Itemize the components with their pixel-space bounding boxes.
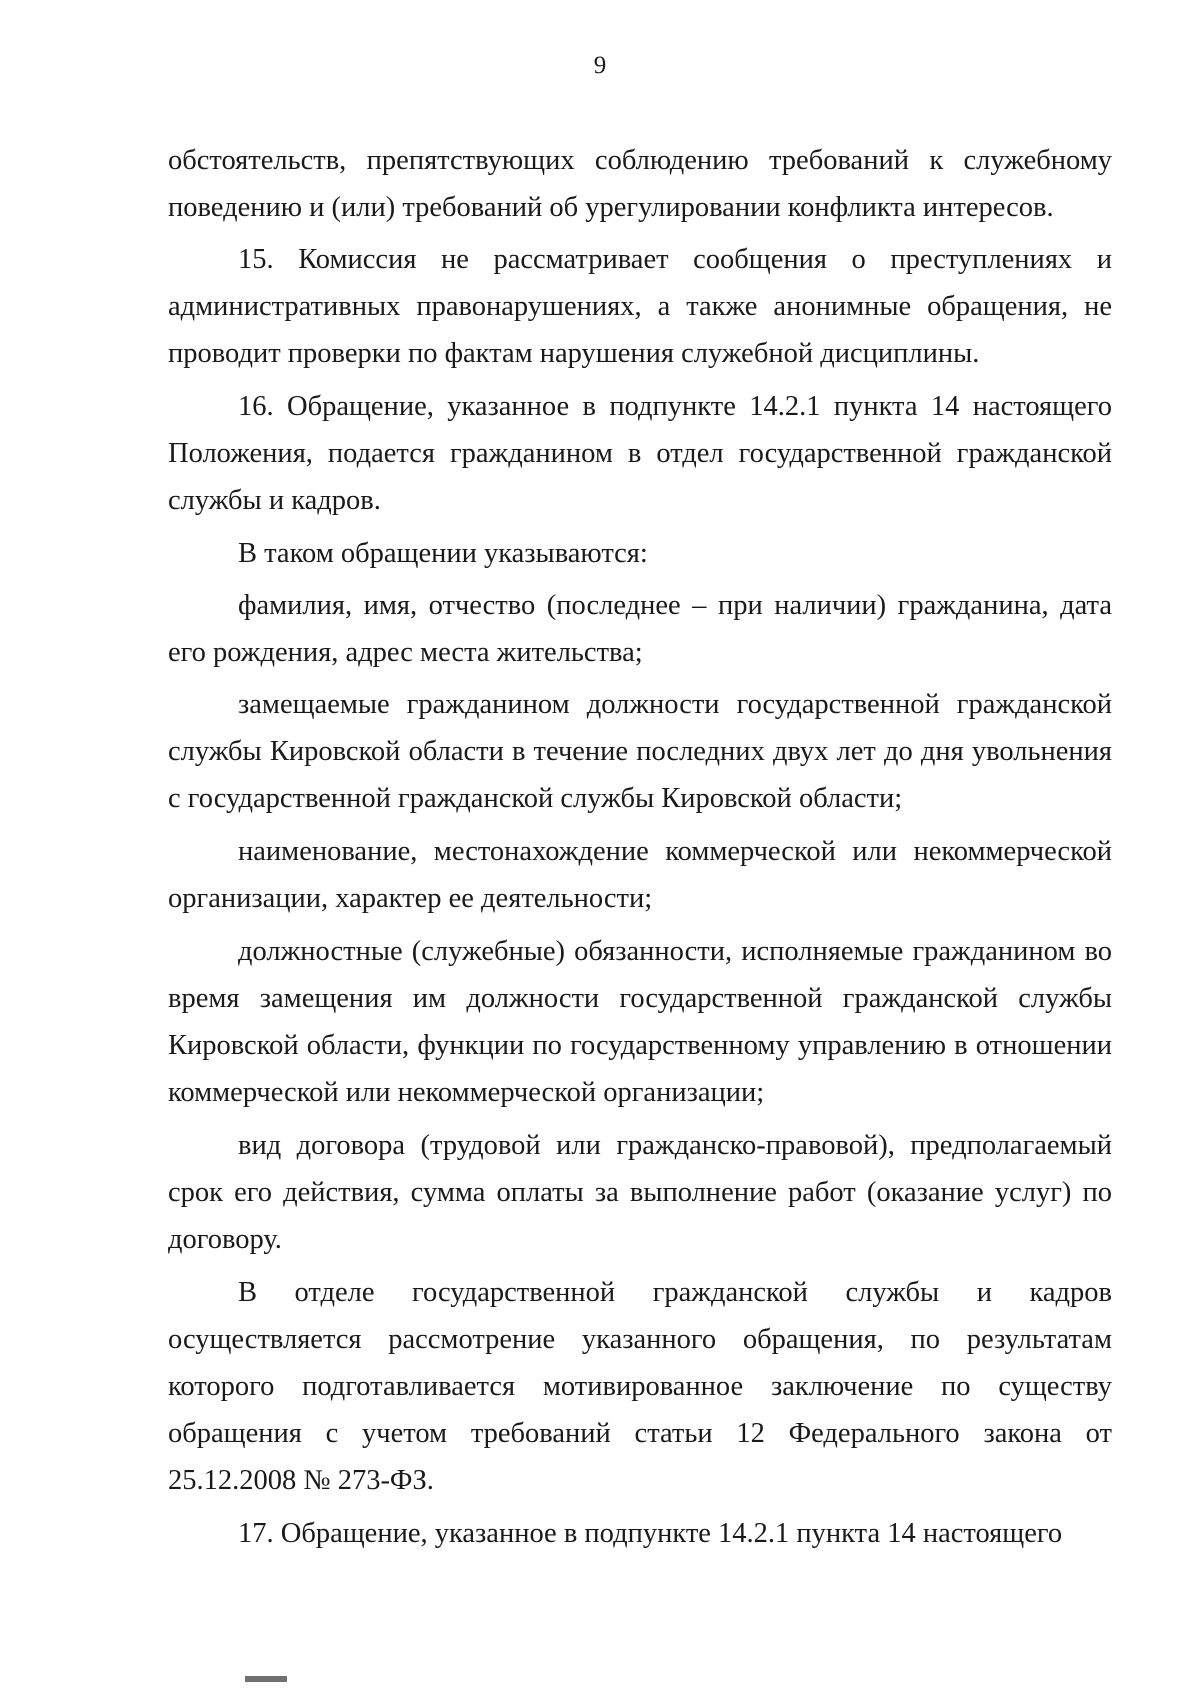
paragraph-15: 15. Комиссия не рассматривает сообщения о преступлениях и административных правонарушениях, а также анонимные обращения, не проводит проверки по фактам нарушения служебной дисциплины. — [168, 244, 1112, 369]
paragraph-16-intro: В таком обращении указываются: — [238, 538, 648, 569]
paragraph-17: 17. Обращение, указанное в подпункте 14.2.1 пункта 14 настоящего — [238, 1518, 1063, 1549]
paragraph-continuation: обстоятельств, препятствующих соблюдению требований к служебному поведению и (или) требований об урегулировании конфликта интересов. — [168, 145, 1112, 223]
document-body — [168, 137, 1112, 1557]
scan-artifact — [245, 1676, 287, 1682]
paragraph-16-item-name: фамилия, имя, отчество (последнее – при наличии) гражданина, дата его рождения, адрес места жительства; — [168, 590, 1112, 668]
paragraph-16-item-contract: вид договора (трудовой или гражданско-правовой), предполагаемый срок его действия, сумма оплаты за выполнение работ (оказание услуг) по договору. — [168, 1130, 1112, 1255]
page-number: 9 — [593, 52, 607, 79]
paragraph-16-item-positions: замещаемые гражданином должности государственной гражданской службы Кировской области в течение последних двух лет до дня увольнения с государственной гражданской службы Кировской области; — [168, 689, 1112, 814]
paragraph-16-item-organization: наименование, местонахождение коммерческой или некоммерческой организации, характер ее деятельности; — [168, 836, 1112, 914]
paragraph-16: 16. Обращение, указанное в подпункте 14.2.1 пункта 14 настоящего Положения, подается гражданином в отдел государственной гражданской службы и кадров. — [168, 391, 1112, 516]
paragraph-16-review: В отделе государственной гражданской службы и кадров осуществляется рассмотрение указанного обращения, по результатам которого подготавливается мотивированное заключение по существу обращения с учетом требований статьи 12 Федерального закона от 25.12.2008 № 273-ФЗ. — [168, 1277, 1112, 1496]
paragraph-16-item-duties: должностные (служебные) обязанности, исполняемые гражданином во время замещения им должности государственной гражданской службы Кировской области, функции по государственному управлению в отношении коммерческой или некоммерческой организации; — [168, 936, 1112, 1108]
